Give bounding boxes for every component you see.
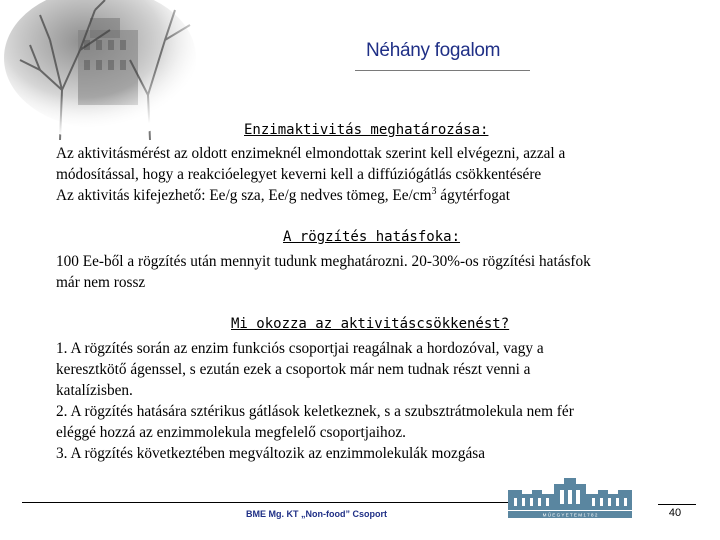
header-photo: [0, 0, 240, 150]
section-body-decrease: [56, 338, 696, 464]
body-line: 100 Ee-ből a rögzítés után mennyit tudunk meghatározni. 20-30%-os rögzítési hatásfok: [56, 253, 591, 270]
section-heading-efficiency: A rögzítés hatásfoka:: [283, 229, 461, 245]
body-line: 2. A rögzítés hatására sztérikus gátlások keletkeznek, s a szubsztrátmolekula nem fér: [56, 403, 574, 420]
body-line: [56, 185, 696, 206]
body-line: katalízisben.: [56, 382, 133, 399]
body-line: Az aktivitásmérést az oldott enzimeknél elmondottak szerint kell elvégezni, azzal a: [56, 145, 566, 162]
university-logo: [500, 476, 640, 520]
body-line: eléggé hozzá az enzimmolekula megfelelő csoportjaihoz.: [56, 424, 406, 441]
body-line: 3. A rögzítés következtében megváltozik az enzimmolekulák mozgása: [56, 445, 486, 462]
section-heading-activity: Enzimaktivitás meghatározása:: [244, 122, 489, 138]
section-heading-decrease: Mi okozza az aktivitáscsökkenést?: [231, 316, 510, 332]
page-number: 40: [668, 507, 682, 519]
superscript: 3: [431, 185, 437, 197]
page-number-rule: [658, 504, 696, 505]
title-underline: [355, 70, 530, 71]
body-text: Az aktivitás kifejezhető: Ee/g sza, Ee/g nedves tömeg, Ee/cm: [56, 187, 432, 204]
body-line: keresztkötő ágenssel, s ezután ezek a csoportok már nem tudnak részt venni a: [56, 361, 531, 378]
body-text: ágytérfogat: [436, 187, 510, 204]
slide-title: Néhány fogalom: [366, 40, 501, 61]
body-line: módosítással, hogy a reakcióelegyet keverni kell a diffúziógátlás csökkentésére: [56, 166, 542, 183]
section-body-efficiency: [56, 251, 696, 293]
section-body-activity: [56, 143, 696, 206]
body-line: 1. A rögzítés során az enzim funkciós csoportjai reagálnak a hordozóval, vagy a: [56, 340, 544, 357]
body-line: már nem rossz: [56, 274, 146, 291]
footer-group-label: BME Mg. KT „Non-food” Csoport: [246, 509, 387, 519]
logo-banner-text: M Ű E G Y E T E M 1 7 8 2: [542, 512, 598, 518]
